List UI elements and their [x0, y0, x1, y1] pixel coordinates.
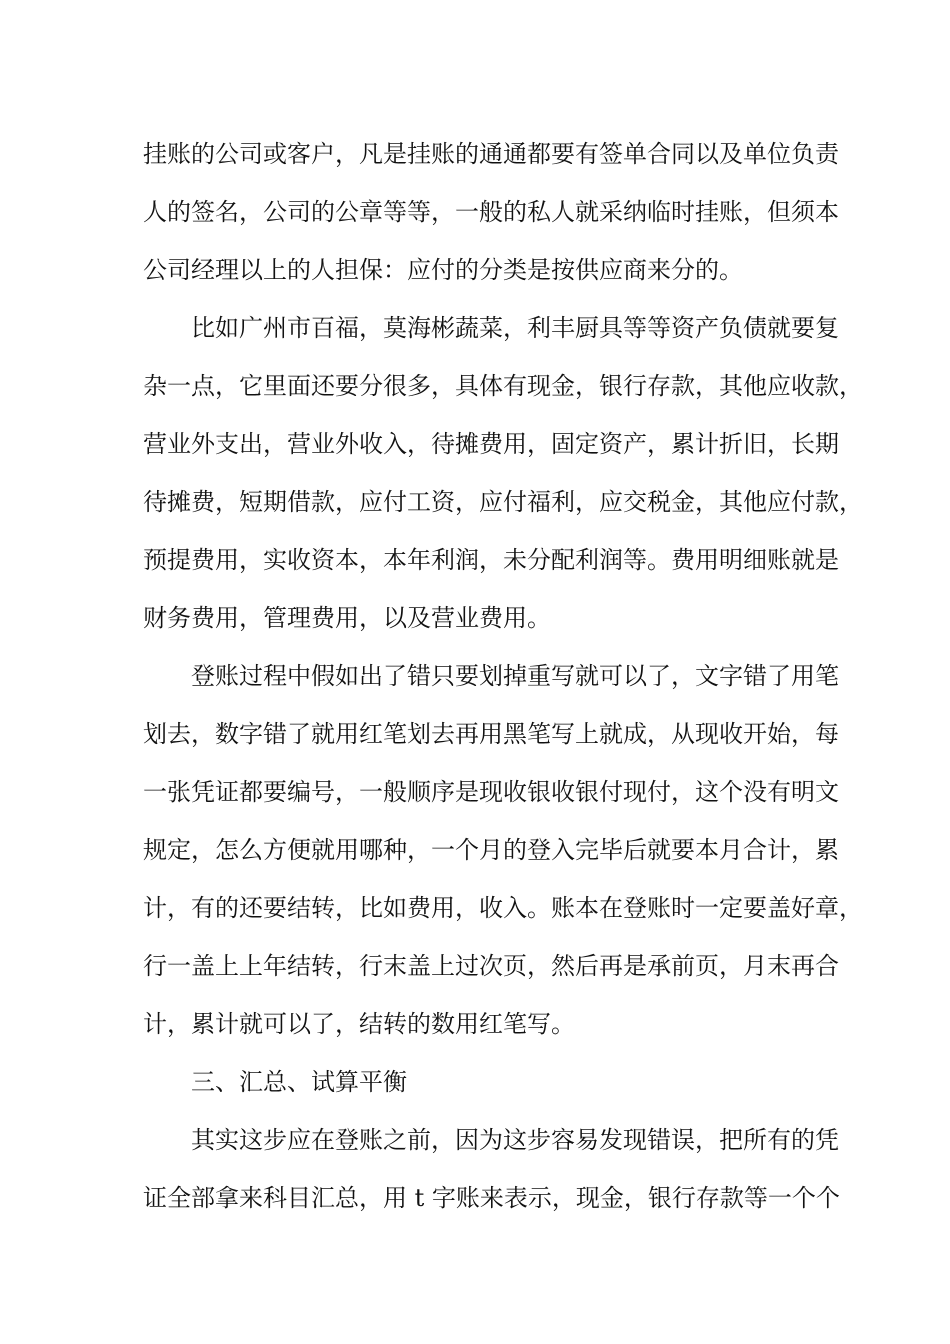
paragraph-payables-classification — [143, 125, 839, 299]
text-line: 营业外支出，营业外收入，待摊费用，固定资产，累计折旧，长期 — [143, 430, 839, 458]
text-line: 比如广州市百福，莫海彬蔬菜，利丰厨具等等资产负债就要复 — [191, 314, 839, 342]
text-line: 计，累计就可以了，结转的数用红笔写。 — [143, 1010, 575, 1038]
paragraph-trial-balance — [143, 1111, 840, 1227]
section-heading — [143, 1053, 819, 1111]
text-line: 划去，数字错了就用红笔划去再用黑笔写上就成，从现收开始，每 — [143, 720, 839, 748]
text-line: 预提费用，实收资本，本年利润，未分配利润等。费用明细账就是 — [143, 546, 839, 574]
text-line: 公司经理以上的人担保：应付的分类是按供应商来分的。 — [143, 256, 743, 284]
text-line: 其实这步应在登账之前，因为这步容易发现错误，把所有的凭 — [191, 1126, 839, 1154]
text-line: 财务费用，管理费用，以及营业费用。 — [143, 604, 551, 632]
text-line: 规定，怎么方便就用哪种，一个月的登入完毕后就要本月合计，累 — [143, 836, 839, 864]
text-line: 计，有的还要结转，比如费用，收入。账本在登账时一定要盖好章， — [143, 894, 863, 922]
text-line: 行一盖上上年结转，行末盖上过次页，然后再是承前页，月末再合 — [143, 952, 839, 980]
text-line: 证全部拿来科目汇总，用 t 字账来表示，现金，银行存款等一个个 — [143, 1184, 840, 1212]
section-heading-text: 三、汇总、试算平衡 — [191, 1068, 407, 1096]
document-body — [143, 125, 863, 1227]
paragraph-posting-corrections — [143, 647, 863, 1053]
text-line: 登账过程中假如出了错只要划掉重写就可以了，文字错了用笔 — [191, 662, 839, 690]
text-line: 待摊费，短期借款，应付工资，应付福利，应交税金，其他应付款， — [143, 488, 863, 516]
text-line: 人的签名，公司的公章等等，一般的私人就采纳临时挂账，但须本 — [143, 198, 839, 226]
text-line: 挂账的公司或客户，凡是挂账的通通都要有签单合同以及单位负责 — [143, 140, 839, 168]
paragraph-assets-liabilities — [143, 299, 863, 647]
text-line: 杂一点，它里面还要分很多，具体有现金，银行存款，其他应收款， — [143, 372, 863, 400]
text-line: 一张凭证都要编号，一般顺序是现收银收银付现付，这个没有明文 — [143, 778, 839, 806]
